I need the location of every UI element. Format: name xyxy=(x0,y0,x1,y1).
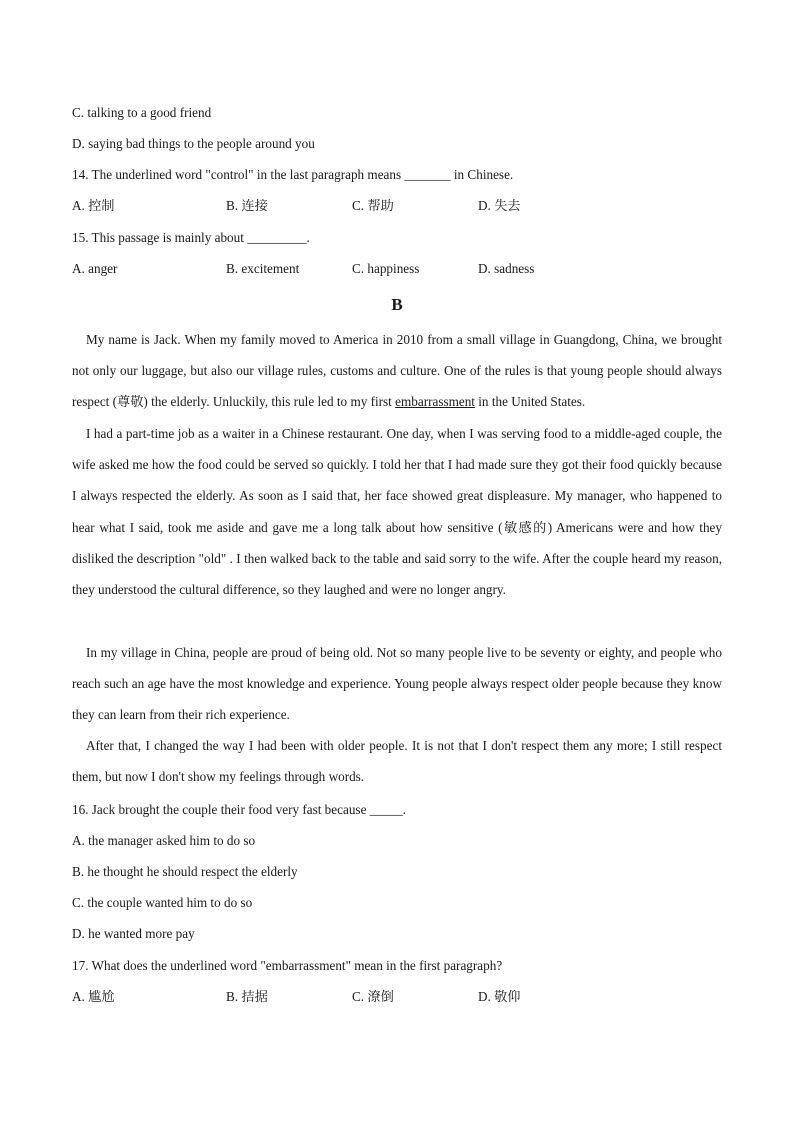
q14-stem: 14. The underlined word "control" in the last paragraph means _______ in Chinese. xyxy=(72,167,514,182)
q14-option-a[interactable]: A. 控制 xyxy=(72,198,115,213)
q16-option-b[interactable]: B. he thought he should respect the elderly xyxy=(72,864,298,879)
section-b-title: B xyxy=(391,295,403,314)
q17-stem: 17. What does the underlined word "embarrassment" mean in the first paragraph? xyxy=(72,958,503,973)
passage-paragraph-3: In my village in China, people are proud of being old. Not so many people live to be seventy or eighty, and people who reach such an age have the most knowledge and experience. Young people always respect older people because they know they can learn from their rich experience. xyxy=(72,645,722,723)
q15-option-d[interactable]: D. sadness xyxy=(478,261,535,276)
q14-options xyxy=(72,198,572,214)
q16-option-a[interactable]: A. the manager asked him to do so xyxy=(72,833,256,848)
passage-paragraph-2: I had a part-time job as a waiter in a Chinese restaurant. One day, when I was serving food to a middle-aged couple, the wife asked me how the food could be served so quickly. I told her that I had made sure they got their food quickly because I always respected the elderly. As soon as I said that, her face showed great displeasure. My manager, who happened to hear what I said, took me aside and gave me a long talk about how sensitive (敏感的) Americans were and how they disliked the description "old" . I then walked back to the table and said sorry to the wife. After the couple heard my reason, they understood the cultural difference, so they laughed and were no longer angry. xyxy=(72,426,722,598)
q15-option-c[interactable]: C. happiness xyxy=(352,261,420,276)
q14-option-c[interactable]: C. 帮助 xyxy=(352,198,394,213)
q17-option-d[interactable]: D. 敬仰 xyxy=(478,989,521,1004)
q13-option-d[interactable]: D. saying bad things to the people around you xyxy=(72,136,315,151)
q17-option-a[interactable]: A. 尴尬 xyxy=(72,989,115,1004)
paragraph-1-text-after: in the United States. xyxy=(474,394,586,410)
q14-option-b[interactable]: B. 连接 xyxy=(226,198,268,213)
q17-option-c[interactable]: C. 潦倒 xyxy=(352,989,394,1004)
passage-paragraph-4: After that, I changed the way I had been with older people. It is not that I don't respect them any more; I still respect them, but now I don't show my feelings through words. xyxy=(72,738,722,785)
q15-option-b[interactable]: B. excitement xyxy=(226,261,300,276)
q15-option-a[interactable]: A. anger xyxy=(72,261,118,276)
underlined-word-embarrassment: embarrassment xyxy=(395,394,475,410)
q15-stem: 15. This passage is mainly about _________. xyxy=(72,230,310,245)
q16-option-c[interactable]: C. the couple wanted him to do so xyxy=(72,895,253,910)
q15-options xyxy=(72,261,572,277)
passage-paragraph-1 xyxy=(72,324,722,418)
q17-option-b[interactable]: B. 拮据 xyxy=(226,989,268,1004)
q16-option-d[interactable]: D. he wanted more pay xyxy=(72,926,195,941)
q14-option-d[interactable]: D. 失去 xyxy=(478,198,521,213)
q16-stem: 16. Jack brought the couple their food very fast because _____. xyxy=(72,802,406,817)
q17-options xyxy=(72,989,572,1005)
q13-option-c[interactable]: C. talking to a good friend xyxy=(72,105,212,120)
paragraph-1-text-before: My name is Jack. When my family moved to America in 2010 from a small village in Guangdong, China, we brought not only our luggage, but also our village rules, customs and culture. One of the rules is that young people should always respect (尊敬) the elderly. Unluckily, this rule led to my first xyxy=(72,332,722,410)
